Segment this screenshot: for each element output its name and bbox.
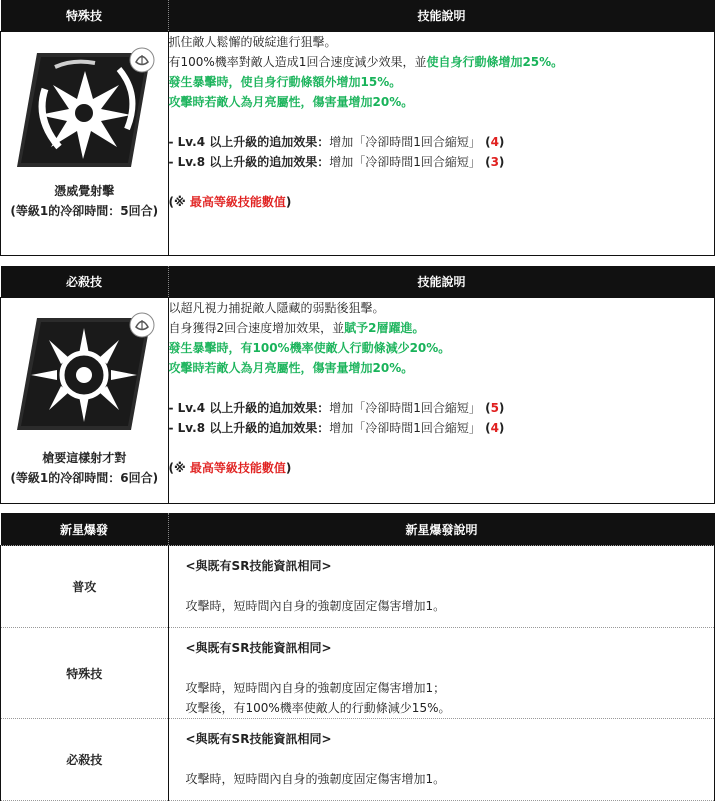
burst-row [1, 628, 715, 719]
burst-row-title: <與既有SR技能資訊相同> [185, 641, 332, 655]
star-burst-icon [15, 49, 153, 171]
paren: ( [480, 401, 491, 415]
level-value: 4 [490, 135, 499, 149]
desc-highlight-line: 發生暴擊時，使自身行動條額外增加15%。 [168, 75, 402, 89]
level-label: - Lv.4 以上升級的追加效果： [168, 135, 330, 149]
note-text: 最高等級技能數值 [189, 461, 286, 475]
paren: ) [498, 421, 505, 435]
burst-row-name: 必殺技 [1, 719, 169, 801]
desc-line: 抓住敵人鬆懈的破綻進行狙擊。 [168, 35, 337, 49]
level-value: 5 [490, 401, 499, 415]
burst-row-line: 攻擊後，有100%機率使敵人的行動條減少15%。 [185, 701, 451, 715]
burst-row-text [168, 628, 715, 719]
burst-row-name: 普攻 [1, 546, 169, 628]
burst-row [1, 546, 715, 628]
special-header-left: 特殊技 [1, 0, 169, 32]
level-value: 4 [490, 421, 499, 435]
special-skill-cooldown: (等級1的冷卻時間：5回合) [10, 204, 159, 218]
desc-text: 有100%機率對敵人造成1回合速度減少效果，並 [168, 55, 427, 69]
level-text: 增加「冷卻時間1回合縮短」 [329, 135, 481, 149]
burst-header-right: 新星爆發說明 [168, 513, 715, 546]
paren: ) [498, 135, 505, 149]
note-paren: ) [285, 195, 292, 209]
level-bonus-line [169, 152, 715, 172]
moon-flower-icon [129, 312, 155, 338]
level-bonus-line [169, 418, 715, 438]
burst-row-text [168, 546, 715, 628]
note-paren: (※ [168, 195, 190, 209]
desc-highlight: 賦予2層躍進。 [344, 321, 425, 335]
ultimate-skill-cell [1, 298, 169, 504]
special-skill-name: 憑威覺射擊 [54, 184, 115, 198]
ultimate-skill-table [0, 266, 715, 504]
desc-highlight-line: 攻擊時若敵人為月亮屬性，傷害量增加20%。 [168, 95, 414, 109]
moon-flower-icon [129, 47, 155, 73]
ultimate-skill-description [168, 298, 715, 504]
level-label: - Lv.8 以上升級的追加效果： [168, 155, 330, 169]
level-text: 增加「冷卻時間1回合縮短」 [329, 421, 481, 435]
level-text: 增加「冷卻時間1回合縮短」 [329, 401, 481, 415]
paren: ) [498, 155, 505, 169]
ultimate-skill-cooldown: (等級1的冷卻時間：6回合) [10, 471, 159, 485]
burst-row-title: <與既有SR技能資訊相同> [185, 732, 332, 746]
nova-burst-table [0, 513, 715, 801]
special-skill-table [0, 0, 715, 256]
level-bonus-line [169, 398, 715, 418]
max-level-note [169, 458, 715, 478]
level-text: 增加「冷卻時間1回合縮短」 [329, 155, 481, 169]
paren: ) [498, 401, 505, 415]
level-label: - Lv.8 以上升級的追加效果： [168, 421, 330, 435]
desc-highlight-line: 攻擊時若敵人為月亮屬性，傷害量增加20%。 [168, 361, 414, 375]
max-level-note [169, 192, 715, 212]
burst-row-title: <與既有SR技能資訊相同> [185, 559, 332, 573]
desc-line [169, 318, 715, 338]
level-label: - Lv.4 以上升級的追加效果： [168, 401, 330, 415]
burst-row-name: 特殊技 [1, 628, 169, 719]
burst-row-line: 攻擊時，短時間內自身的強韌度固定傷害增加1。 [185, 599, 446, 613]
paren: ( [480, 135, 491, 149]
special-skill-description [168, 32, 715, 256]
desc-line: 以超凡視力捕捉敵人隱藏的弱點後狙擊。 [168, 301, 385, 315]
burst-header-left: 新星爆發 [1, 513, 169, 546]
ultimate-skill-name: 槍要這樣射才對 [42, 451, 127, 465]
paren: ( [480, 421, 491, 435]
burst-row-text [168, 719, 715, 801]
desc-highlight-line: 發生暴擊時，有100%機率使敵人行動條減少20%。 [168, 341, 451, 355]
burst-row-line: 攻擊時，短時間內自身的強韌度固定傷害增加1。 [185, 772, 446, 786]
desc-text: 自身獲得2回合速度增加效果，並 [168, 321, 345, 335]
desc-highlight: 使自身行動條增加25%。 [426, 55, 564, 69]
level-value: 3 [490, 155, 499, 169]
note-text: 最高等級技能數值 [189, 195, 286, 209]
burst-row [1, 719, 715, 801]
note-paren: ) [285, 461, 292, 475]
level-bonus-line [169, 132, 715, 152]
ultimate-header-left: 必殺技 [1, 266, 169, 298]
special-skill-cell [1, 32, 169, 256]
desc-line [169, 52, 715, 72]
paren: ( [480, 155, 491, 169]
ultimate-header-right: 技能說明 [168, 266, 715, 298]
burst-row-line: 攻擊時，短時間內自身的強韌度固定傷害增加1； [185, 681, 446, 695]
crosshair-sigil-icon [15, 314, 153, 434]
special-header-right: 技能說明 [168, 0, 715, 32]
note-paren: (※ [168, 461, 190, 475]
